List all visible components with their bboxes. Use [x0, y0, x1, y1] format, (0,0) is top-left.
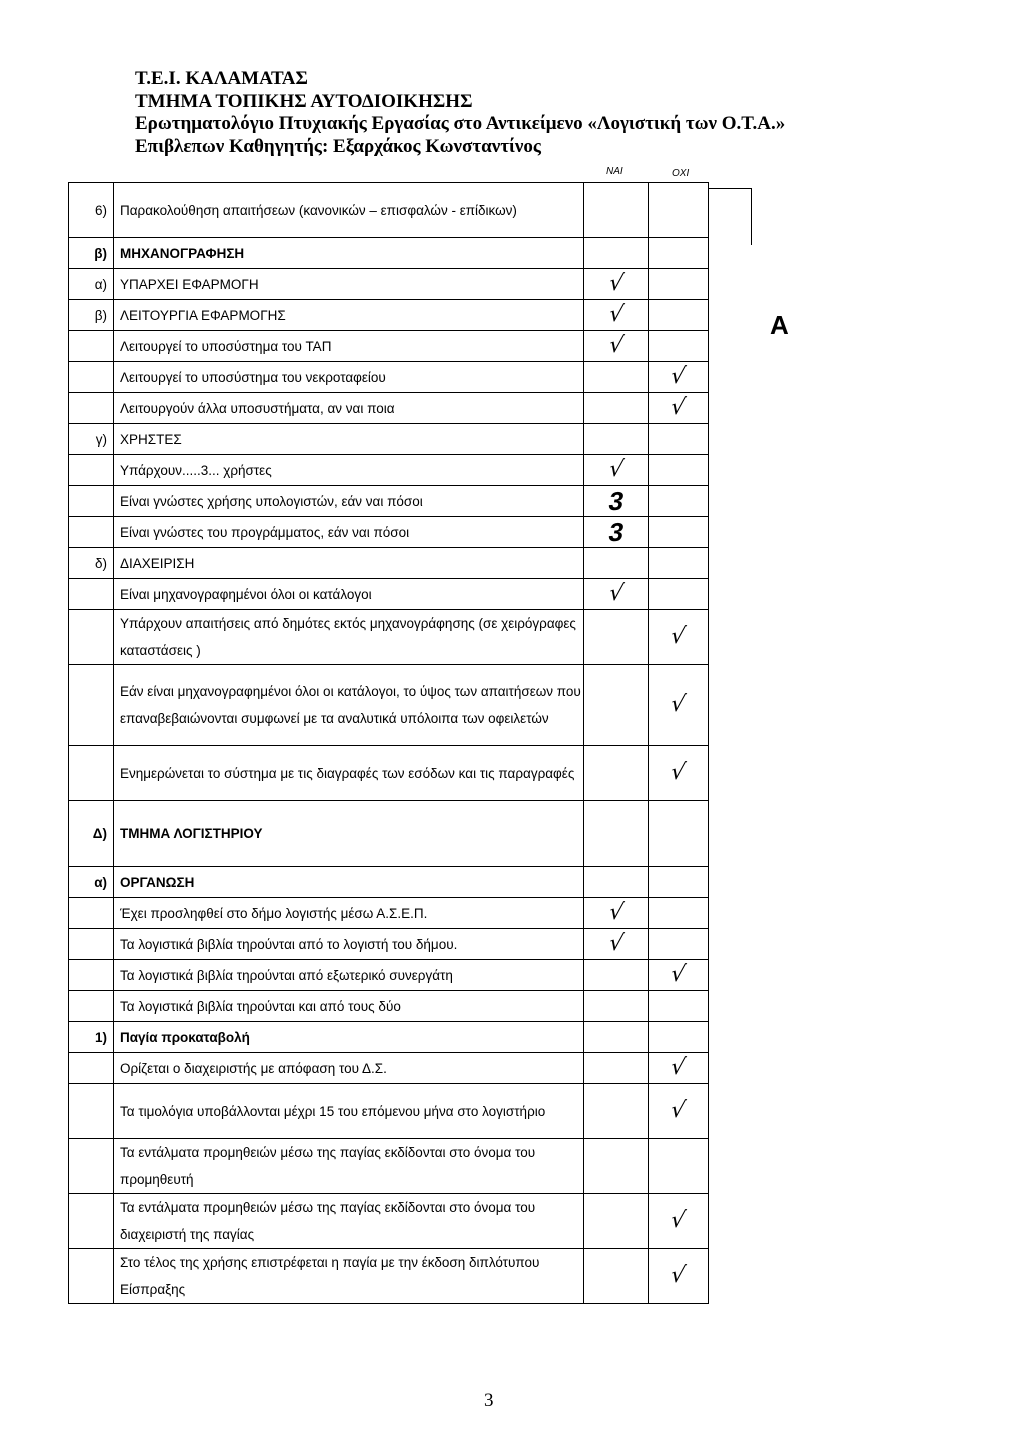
yes-answer-cell: [584, 929, 649, 960]
no-answer-cell: [649, 898, 709, 929]
question-text: [114, 665, 584, 746]
yes-answer-cell: [584, 867, 649, 898]
extra-cell: [709, 1084, 945, 1139]
yes-answer-cell: [584, 746, 649, 801]
table-row: [69, 455, 945, 486]
question-label: Υπάρχουν απαιτήσεις από δημότες εκτός μηχανογράφησης (σε χειρόγραφες καταστάσεις ): [120, 616, 576, 658]
table-row: [69, 929, 945, 960]
row-number: α): [69, 867, 114, 898]
no-answer-cell: [649, 238, 709, 269]
row-number: [69, 455, 114, 486]
question-label: ΧΡΗΣΤΕΣ: [120, 431, 182, 447]
no-checkmark: √: [669, 962, 688, 987]
institution-name: Τ.Ε.Ι. ΚΑΛΑΜΑΤΑΣ: [135, 68, 308, 89]
no-answer-cell: [649, 455, 709, 486]
no-answer-cell: [649, 1139, 709, 1194]
question-text: [114, 746, 584, 801]
yes-answer-cell: [584, 300, 649, 331]
no-answer-cell: [649, 331, 709, 362]
no-answer-cell: [649, 801, 709, 867]
row-number: [69, 1084, 114, 1139]
yes-answer-cell: [584, 424, 649, 455]
extra-cell: [709, 867, 945, 898]
yes-checkmark: √: [606, 271, 626, 296]
question-text: [114, 269, 584, 300]
row-number: 6): [69, 183, 114, 238]
table-row: [69, 183, 945, 238]
row-number: γ): [69, 424, 114, 455]
no-checkmark: √: [669, 760, 688, 785]
yes-checkmark: √: [606, 931, 626, 956]
table-row: [69, 1053, 945, 1084]
row-number: β): [69, 238, 114, 269]
row-number: [69, 517, 114, 548]
no-answer-cell: [649, 300, 709, 331]
extra-cell: [709, 579, 945, 610]
question-text: [114, 1249, 584, 1304]
yes-answer-cell: [584, 1194, 649, 1249]
question-label: ΥΠΑΡΧΕΙ ΕΦΑΡΜΟΓΗ: [120, 276, 259, 292]
extra-cell: [709, 486, 945, 517]
question-label: ΛΕΙΤΟΥΡΓΙΑ ΕΦΑΡΜΟΓΗΣ: [120, 307, 286, 323]
no-answer-cell: [649, 991, 709, 1022]
question-text: [114, 1084, 584, 1139]
page-number: 3: [484, 1390, 494, 1411]
row-number: α): [69, 269, 114, 300]
table-row: [69, 898, 945, 929]
no-answer-cell: [649, 746, 709, 801]
questionnaire-title: Ερωτηματολόγιο Πτυχιακής Εργασίας στο Αντικείμενο «Λογιστική των Ο.Τ.Α.»: [135, 113, 786, 134]
no-checkmark: √: [669, 1208, 688, 1233]
question-label: Ορίζεται ο διαχειριστής με απόφαση του Δ.Σ.: [120, 1060, 387, 1076]
table-row: [69, 1084, 945, 1139]
question-label: Υπάρχουν.....3... χρήστες: [120, 462, 272, 478]
question-label: Έχει προσληφθεί στο δήμο λογιστής μέσω Α.Σ.Ε.Π.: [120, 905, 428, 921]
no-checkmark: √: [669, 692, 688, 717]
extra-cell: [709, 929, 945, 960]
question-text: [114, 486, 584, 517]
yes-answer-cell: [584, 665, 649, 746]
extra-cell: [709, 362, 945, 393]
table-row: [69, 610, 945, 665]
row-number: [69, 610, 114, 665]
supervisor-line: Επιβλεπων Καθηγητής: Εξαρχάκος Κωνσταντίνος: [135, 135, 541, 157]
row-number: [69, 1139, 114, 1194]
yes-answer-cell: [584, 801, 649, 867]
extra-cell: [709, 665, 945, 746]
table-row: [69, 1194, 945, 1249]
no-answer-cell: [649, 269, 709, 300]
extra-cell: [709, 548, 945, 579]
question-text: [114, 1022, 584, 1053]
yes-answer-cell: [584, 238, 649, 269]
extra-cell: [709, 455, 945, 486]
no-answer-cell: [649, 1249, 709, 1304]
yes-answer-cell: [584, 1249, 649, 1304]
question-text: [114, 517, 584, 548]
table-row: [69, 991, 945, 1022]
question-text: [114, 610, 584, 665]
question-label: Είναι γνώστες χρήσης υπολογιστών, εάν ναι πόσοι: [120, 493, 423, 509]
extra-cell: [709, 1022, 945, 1053]
question-label: Τα λογιστικά βιβλία τηρούνται και από τους δύο: [120, 998, 401, 1014]
yes-answer-cell: [584, 1022, 649, 1053]
table-row: [69, 300, 945, 331]
yes-checkmark: √: [606, 581, 626, 606]
question-text: [114, 238, 584, 269]
yes-checkmark: √: [606, 302, 626, 327]
extra-cell: [709, 331, 945, 362]
no-answer-cell: [649, 867, 709, 898]
extra-cell: [709, 393, 945, 424]
yes-checkmark: 3: [606, 517, 626, 547]
questionnaire-table: [68, 182, 945, 1304]
no-checkmark: √: [669, 395, 688, 420]
question-label: Τα λογιστικά βιβλία τηρούνται από το λογιστή του δήμου.: [120, 936, 458, 952]
extra-cell: [709, 517, 945, 548]
table-row: [69, 1249, 945, 1304]
yes-answer-cell: [584, 455, 649, 486]
extra-cell: [709, 610, 945, 665]
question-text: [114, 801, 584, 867]
no-answer-cell: [649, 548, 709, 579]
question-text: [114, 183, 584, 238]
yes-checkmark: √: [606, 333, 626, 358]
row-number: [69, 665, 114, 746]
yes-answer-cell: [584, 991, 649, 1022]
extra-cell: [709, 1249, 945, 1304]
question-text: [114, 331, 584, 362]
row-number: [69, 1053, 114, 1084]
question-text: [114, 548, 584, 579]
row-number: [69, 746, 114, 801]
yes-answer-cell: [584, 898, 649, 929]
side-mark: Α: [770, 310, 789, 340]
question-label: Τα εντάλματα προμηθειών μέσω της παγίας εκδίδονται στο όνομα του διαχειριστή της παγίας: [120, 1200, 536, 1242]
question-label: Παρακολούθηση απαιτήσεων (κανονικών – επισφαλών - επίδικων): [120, 202, 517, 218]
extra-cell: [709, 991, 945, 1022]
no-answer-cell: [649, 929, 709, 960]
yes-answer-cell: [584, 331, 649, 362]
extra-cell: [709, 746, 945, 801]
yes-answer-cell: [584, 548, 649, 579]
row-number: [69, 929, 114, 960]
question-text: [114, 960, 584, 991]
question-label: Εάν είναι μηχανογραφημένοι όλοι οι κατάλογοι, το ύψος των απαιτήσεων που επαναβεβαιώνονται συμφωνεί με τα αναλυτικά υπόλοιπα των οφειλετών: [120, 684, 581, 726]
row-number: [69, 393, 114, 424]
question-text: [114, 1139, 584, 1194]
extra-cell: [709, 269, 945, 300]
table-row: [69, 1139, 945, 1194]
question-text: [114, 393, 584, 424]
yes-answer-cell: [584, 393, 649, 424]
no-column-label: ΟΧΙ: [672, 168, 690, 179]
no-answer-cell: [649, 362, 709, 393]
question-text: [114, 1053, 584, 1084]
no-answer-cell: [649, 1084, 709, 1139]
extra-cell: [709, 1194, 945, 1249]
question-label: ΔΙΑΧΕΙΡΙΣΗ: [120, 555, 195, 571]
yes-answer-cell: [584, 579, 649, 610]
row-number: Δ): [69, 801, 114, 867]
question-text: [114, 1194, 584, 1249]
no-answer-cell: [649, 183, 709, 238]
department-name: ΤΜΗΜΑ ΤΟΠΙΚΗΣ ΑΥΤΟΔΙΟΙΚΗΣΗΣ: [135, 90, 473, 112]
question-text: [114, 929, 584, 960]
question-label: Παγία προκαταβολή: [120, 1029, 250, 1045]
no-answer-cell: [649, 486, 709, 517]
row-number: [69, 898, 114, 929]
extra-cell: [709, 183, 945, 238]
row-number: [69, 486, 114, 517]
yes-answer-cell: [584, 1139, 649, 1194]
table-row: [69, 579, 945, 610]
no-checkmark: √: [669, 1098, 688, 1123]
table-row: [69, 1022, 945, 1053]
yes-answer-cell: [584, 517, 649, 548]
yes-answer-cell: [584, 486, 649, 517]
row-number: δ): [69, 548, 114, 579]
yes-answer-cell: [584, 269, 649, 300]
question-text: [114, 867, 584, 898]
question-text: [114, 991, 584, 1022]
row-number: [69, 1249, 114, 1304]
question-label: Τα τιμολόγια υποβάλλονται μέχρι 15 του επόμενου μήνα στο λογιστήριο: [120, 1103, 546, 1119]
row-number: β): [69, 300, 114, 331]
table-row: [69, 362, 945, 393]
extra-cell: [709, 801, 945, 867]
no-answer-cell: [649, 393, 709, 424]
row-number: 1): [69, 1022, 114, 1053]
table-row: [69, 867, 945, 898]
no-answer-cell: [649, 579, 709, 610]
no-answer-cell: [649, 1022, 709, 1053]
table-row: [69, 665, 945, 746]
question-text: [114, 300, 584, 331]
row-number: [69, 1194, 114, 1249]
yes-answer-cell: [584, 1084, 649, 1139]
question-label: Λειτουργεί το υποσύστημα του ΤΑΠ: [120, 338, 332, 354]
no-checkmark: √: [669, 364, 688, 389]
table-row: [69, 393, 945, 424]
yes-answer-cell: [584, 1053, 649, 1084]
question-label: Λειτουργούν άλλα υποσυστήματα, αν ναι ποια: [120, 400, 395, 416]
question-text: [114, 579, 584, 610]
question-text: [114, 424, 584, 455]
extra-cell: [709, 898, 945, 929]
extra-cell: [709, 238, 945, 269]
question-label: Είναι μηχανογραφημένοι όλοι οι κατάλογοι: [120, 586, 372, 602]
question-label: Τα λογιστικά βιβλία τηρούνται από εξωτερικό συνεργάτη: [120, 967, 453, 983]
question-label: ΜΗΧΑΝΟΓΡΑΦΗΣΗ: [120, 245, 245, 261]
extra-cell: [709, 300, 945, 331]
question-label: Είναι γνώστες του προγράμματος, εάν ναι πόσοι: [120, 524, 410, 540]
yes-answer-cell: [584, 610, 649, 665]
document-header: [135, 68, 785, 158]
question-text: [114, 362, 584, 393]
yes-checkmark: √: [606, 900, 626, 925]
no-answer-cell: [649, 1053, 709, 1084]
yes-answer-cell: [584, 183, 649, 238]
table-row: [69, 486, 945, 517]
table-row: [69, 548, 945, 579]
no-checkmark: √: [669, 1055, 688, 1080]
no-checkmark: √: [669, 624, 688, 649]
table-row: [69, 269, 945, 300]
no-answer-cell: [649, 960, 709, 991]
table-row: [69, 238, 945, 269]
table-row: [69, 960, 945, 991]
extra-cell: [709, 960, 945, 991]
extra-cell: [709, 1139, 945, 1194]
row-number: [69, 362, 114, 393]
no-answer-cell: [649, 517, 709, 548]
row-number: [69, 960, 114, 991]
yes-checkmark: √: [606, 457, 626, 482]
question-label: Ενημερώνεται το σύστημα με τις διαγραφές των εσόδων και τις παραγραφές: [120, 765, 575, 781]
question-text: [114, 455, 584, 486]
question-label: ΤΜΗΜΑ ΛΟΓΙΣΤΗΡΙΟΥ: [120, 826, 263, 841]
extra-cell: [709, 1053, 945, 1084]
yes-answer-cell: [584, 960, 649, 991]
question-label: Στο τέλος της χρήσης επιστρέφεται η παγία με την έκδοση διπλότυπου Είσπραξης: [120, 1255, 540, 1297]
yes-checkmark: 3: [606, 486, 626, 516]
table-row: [69, 424, 945, 455]
table-row: [69, 517, 945, 548]
extra-cell: [709, 424, 945, 455]
row-number: [69, 331, 114, 362]
no-answer-cell: [649, 424, 709, 455]
question-label: Λειτουργεί το υποσύστημα του νεκροταφείου: [120, 369, 386, 385]
question-label: ΟΡΓΑΝΩΣΗ: [120, 874, 195, 890]
question-text: [114, 898, 584, 929]
table-row: [69, 801, 945, 867]
yes-column-label: ΝΑΙ: [606, 166, 623, 177]
no-answer-cell: [649, 610, 709, 665]
no-checkmark: √: [669, 1263, 688, 1288]
row-number: [69, 579, 114, 610]
question-label: Τα εντάλματα προμηθειών μέσω της παγίας εκδίδονται στο όνομα του προμηθευτή: [120, 1145, 536, 1187]
table-row: [69, 331, 945, 362]
no-answer-cell: [649, 1194, 709, 1249]
table-row: [69, 746, 945, 801]
no-answer-cell: [649, 665, 709, 746]
row-number: [69, 991, 114, 1022]
yes-answer-cell: [584, 362, 649, 393]
